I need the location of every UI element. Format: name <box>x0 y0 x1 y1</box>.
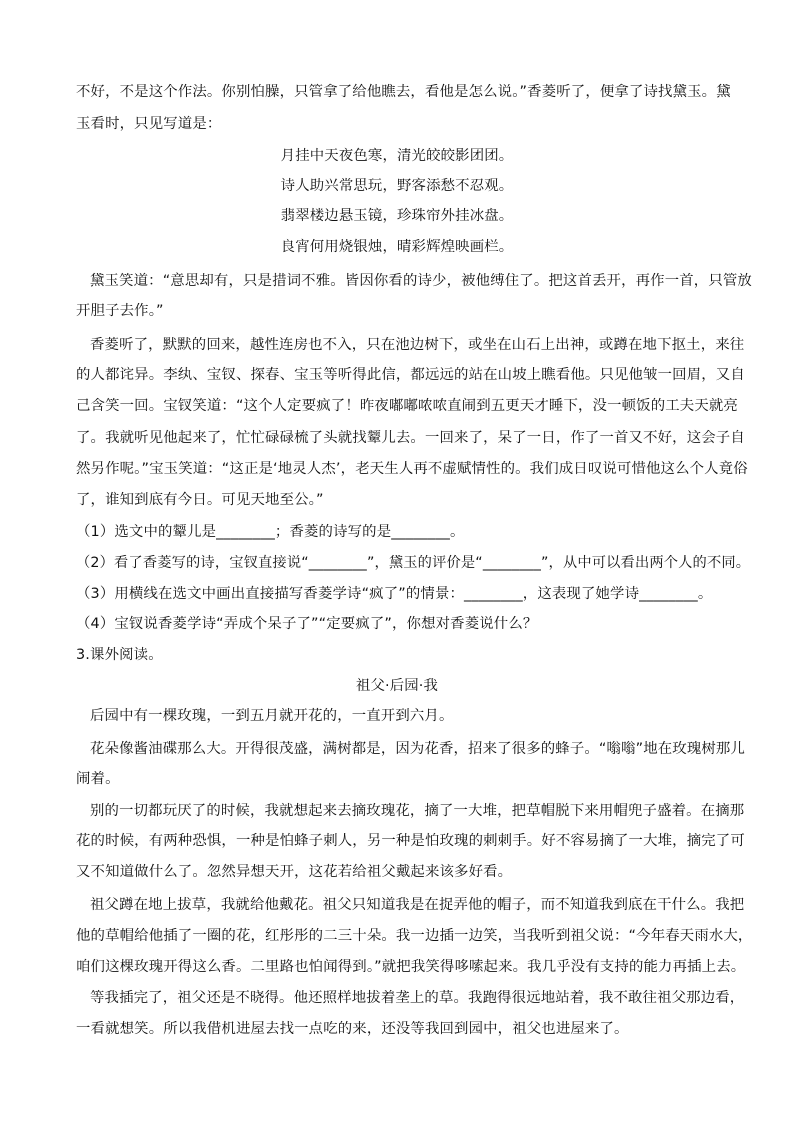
question-4: （4）宝钗说香菱学诗“弄成个呆子了”“定要疯了”，你想对香菱说什么？ <box>76 616 538 632</box>
poem-line: 月挂中天夜色寒，清光皎皎影团团。 <box>280 148 514 164</box>
excerpt-line: 开胆子去作。” <box>76 303 164 319</box>
article-line: 一看就想笑。所以我借机进屋去找一点吃的来，还没等我回到园中，祖父也进屋来了。 <box>76 1021 629 1037</box>
poem-line: 良宵何用烧银烛，晴彩辉煌映画栏。 <box>280 239 514 255</box>
article-line: 花的时候，有两种恐惧，一种是怕蜂子刺人，另一种是怕玫瑰的刺刺手。好不容易摘了一大堆，摘完了可 <box>76 833 745 849</box>
article-line: 后园中有一棵玫瑰，一到五月就开花的，一直开到六月。 <box>90 708 454 724</box>
article-line: 他的草帽给他插了一圈的花，红彤彤的二三十朵。我一边插一边笑，当我听到祖父说：“今年春天雨水大， <box>76 928 753 944</box>
excerpt-line: 了，谁知到底有今日。可见天地至公。” <box>76 492 324 508</box>
article-line: 又不知道做什么了。忽然异想天开，这花若给祖父戴起来该多好看。 <box>76 864 513 880</box>
article-line: 祖父蹲在地上拔草，我就给他戴花。祖父只知道我是在捉弄他的帽子，而不知道我到底在干什么。我把 <box>90 897 745 913</box>
excerpt-line: 香菱听了，默默的回来，越性连房也不入，只在池边树下，或坐在山石上出神，或蹲在地下抠土，来往 <box>90 337 745 353</box>
article-line: 花朵像酱油碟那么大。开得很茂盛，满树都是，因为花香，招来了很多的蜂子。“嗡嗡”地在玫瑰树那儿 <box>90 741 746 757</box>
question-2: （2）看了香菱写的诗，宝钗直接说“________”，黛玉的评价是“________”，从中可以看出两个人的不同。 <box>76 555 751 571</box>
excerpt-line: 不好，不是这个作法。你别怕臊，只管拿了给他瞧去，看他是怎么说。”香菱听了，便拿了诗找黛玉。黛 <box>76 84 731 100</box>
article-title: 祖父·后园·我 <box>355 678 439 694</box>
excerpt-line: 玉看时，只见写道是： <box>76 116 222 132</box>
question-1: （1）选文中的颦儿是________；香菱的诗写的是________。 <box>76 524 465 540</box>
excerpt-line: 的人都诧异。李纨、宝钗、探春、宝玉等听得此信，都远远的站在山坡上瞧看他。只见他皱一回眉，又自 <box>76 367 745 383</box>
excerpt-line: 了。我就听见他起来了，忙忙碌碌梳了头就找颦儿去。一回来了，呆了一日，作了一首又不好，这会子自 <box>76 430 745 446</box>
article-line: 等我插完了，祖父还是不晓得。他还照样地拔着垄上的草。我跑得很远地站着，我不敢往祖父那边看， <box>90 990 745 1006</box>
article-line: 闹着。 <box>76 771 120 787</box>
excerpt-line: 然另作呢。”宝玉笑道：“这正是‘地灵人杰’，老天生人再不虚赋情性的。我们成日叹说可惜他这么个人竟俗 <box>76 461 748 477</box>
article-line: 别的一切都玩厌了的时候，我就想起来去摘玫瑰花，摘了一大堆，把草帽脱下来用帽兜子盛着。在摘那 <box>90 803 745 819</box>
section-label: 3.课外阅读。 <box>76 647 163 663</box>
poem-line: 诗人助兴常思玩，野客添愁不忍观。 <box>280 178 514 194</box>
excerpt-line: 己含笑一回。宝钗笑道：“这个人定要疯了！昨夜嘟嘟哝哝直闹到五更天才睡下，没一顿饭的工夫天就亮 <box>76 398 738 414</box>
excerpt-line: 黛玉笑道：“意思却有，只是措词不雅。皆因你看的诗少，被他缚住了。把这首丢开，再作一首，只管放 <box>90 273 752 289</box>
poem-line: 翡翠楼边悬玉镜，珍珠帘外挂冰盘。 <box>280 208 514 224</box>
question-3: （3）用横线在选文中画出直接描写香菱学诗“疯了”的情景：________，这表现了她学诗________。 <box>76 586 713 602</box>
article-line: 咱们这棵玫瑰开得这么香。二里路也怕闻得到。”就把我笑得哆嗦起来。我几乎没有支持的能力再插上去。 <box>76 959 746 975</box>
